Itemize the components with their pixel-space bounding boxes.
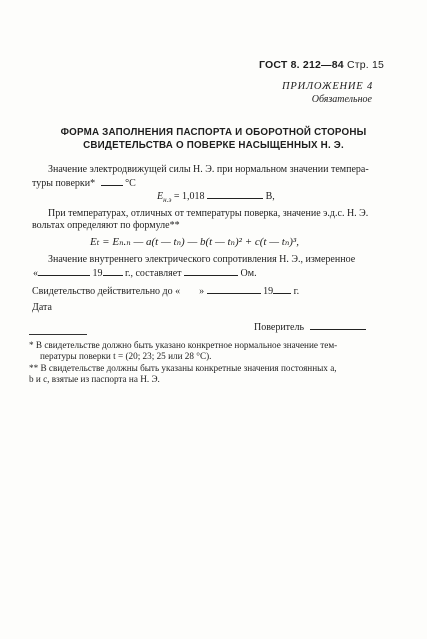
paragraph-emf-line-1: Значение электродвижущей силы Н. Э. при нормальном значении темпера- [48, 164, 369, 175]
temperature-label: туры поверки* [32, 178, 96, 189]
document-header [259, 59, 384, 71]
temperature-blank[interactable] [101, 176, 123, 186]
validity-year-prefix: 19 [263, 286, 274, 297]
validity-label: Свидетельство действительно до « [32, 286, 181, 297]
standard-number: ГОСТ 8. 212—84 [259, 59, 344, 71]
emf-value: = 1,018 [173, 191, 205, 202]
page-number: Стр. 15 [346, 59, 385, 71]
footnote-separator [29, 334, 87, 335]
resistance-value-blank[interactable] [184, 266, 238, 276]
resistance-unit: Ом. [240, 268, 257, 279]
emf-subscript: н.э [163, 196, 172, 204]
footnote-2-line-2: b и c, взятые из паспорта на Н. Э. [29, 374, 160, 384]
appendix-title: ПРИЛОЖЕНИЕ 4 [282, 81, 373, 92]
paragraph-formula-line-1: При температурах, отличных от температуры поверка, значение э.д.с. Н. Э. [48, 208, 369, 219]
verifier-line [254, 320, 366, 335]
open-quote: « [33, 268, 38, 279]
paragraph-resistance-line-1: Значение внутреннего электрического сопротивления Н. Э., измеренное [48, 254, 356, 265]
validity-year-blank[interactable] [273, 284, 291, 294]
resistance-label: г., составляет [125, 268, 182, 279]
paragraph-formula-line-2: вольтах определяют по формуле** [32, 220, 180, 231]
validity-line [32, 284, 299, 299]
paragraph-resistance-line-2 [33, 266, 257, 281]
verifier-signature-blank[interactable] [310, 320, 366, 330]
date-label: Дата [32, 302, 52, 313]
appendix-subtitle: Обязательное [311, 94, 372, 105]
measurement-date-blank[interactable] [38, 266, 90, 276]
validity-date-blank[interactable] [207, 284, 261, 294]
emf-equation [157, 189, 275, 207]
verifier-label: Поверитель [254, 322, 305, 333]
emf-temperature-formula: Eₜ = Eₙ.ₙ — a(t — tₙ) — b(t — tₙ)² + c(t — tₙ)³, [90, 236, 299, 248]
validity-year-suffix: г. [293, 286, 300, 297]
close-quote: » [199, 286, 205, 297]
emf-symbol: E [157, 191, 164, 202]
measurement-year-blank[interactable] [103, 266, 123, 276]
footnote-2-line-1: ** В свидетельстве должны быть указаны конкретные значения постоянных a, [29, 363, 337, 373]
footnote-1-line-1: * В свидетельстве должно быть указано конкретное нормальное значение тем- [29, 340, 338, 350]
year-prefix: 19 [92, 268, 103, 279]
footnote-1-line-2: пературы поверки t = (20; 23; 25 или 28 °С). [40, 351, 212, 361]
celsius-unit: °С [125, 178, 136, 189]
document-title-line-1: ФОРМА ЗАПОЛНЕНИЯ ПАСПОРТА И ОБОРОТНОЙ СТОРОНЫ [60, 127, 367, 138]
emf-unit: В, [265, 191, 275, 202]
emf-value-blank[interactable] [207, 189, 263, 199]
paragraph-emf-line-2 [32, 176, 136, 191]
document-title-line-2: СВИДЕТЕЛЬСТВА О ПОВЕРКЕ НАСЫЩЕННЫХ Н. Э. [83, 140, 344, 151]
